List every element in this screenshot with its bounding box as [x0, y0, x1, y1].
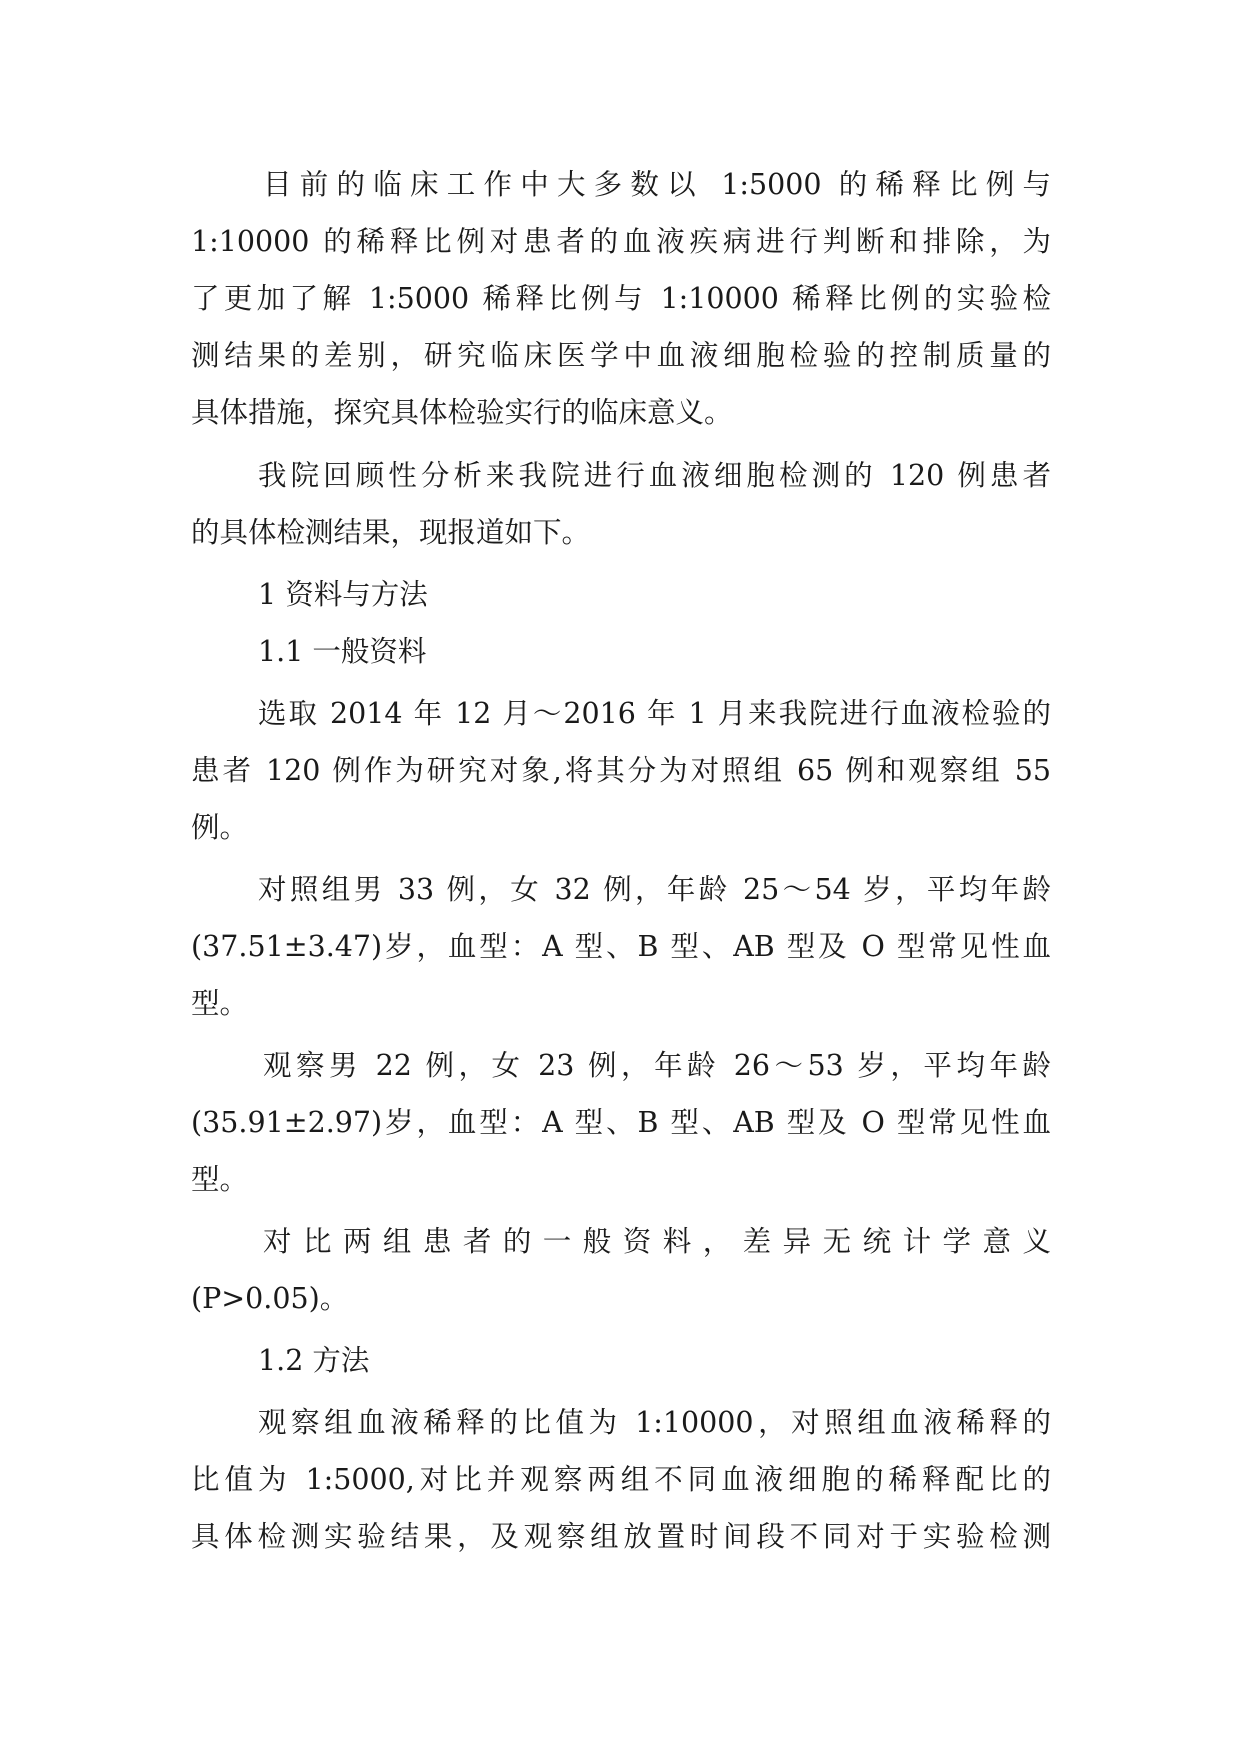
- paragraph-line: 具体检测实验结果，及观察组放置时间段不同对于实验检测: [191, 1520, 1051, 1553]
- paragraph-line: 型。: [191, 1163, 249, 1196]
- paragraph-line: 1:10000 的稀释比例对患者的血液疾病进行判断和排除，为: [191, 225, 1051, 258]
- paragraph-line: 对比两组患者的一般资料，差异无统计学意义: [263, 1225, 1051, 1258]
- section-heading: 1 资料与方法: [258, 578, 428, 611]
- paragraph-line: 观察男 22 例，女 23 例，年龄 26～53 岁，平均年龄: [263, 1049, 1051, 1082]
- subsection-heading: 1.1 一般资料: [258, 635, 427, 668]
- paragraph-line: 例。: [191, 811, 249, 844]
- paragraph-line: 对照组男 33 例，女 32 例，年龄 25～54 岁，平均年龄: [258, 873, 1051, 906]
- paragraph-line: (35.91±2.97)岁，血型：A 型、B 型、AB 型及 O 型常见性血: [191, 1106, 1051, 1139]
- paragraph-line: 目前的临床工作中大多数以 1:5000 的稀释比例与: [263, 168, 1051, 201]
- subsection-heading: 1.2 方法: [258, 1344, 370, 1377]
- paragraph-line: 我院回顾性分析来我院进行血液细胞检测的 120 例患者: [258, 459, 1051, 492]
- paragraph-line: 具体措施，探究具体检验实行的临床意义。: [191, 396, 733, 429]
- paragraph-line: 比值为 1:5000,对比并观察两组不同血液细胞的稀释配比的: [191, 1463, 1051, 1496]
- paragraph-line: 型。: [191, 987, 249, 1020]
- paragraph-line: 的具体检测结果，现报道如下。: [191, 516, 591, 549]
- paragraph-line: 选取 2014 年 12 月～2016 年 1 月来我院进行血液检验的: [258, 697, 1051, 730]
- paragraph-line: (P>0.05)。: [191, 1282, 349, 1315]
- paragraph-line: (37.51±3.47)岁，血型：A 型、B 型、AB 型及 O 型常见性血: [191, 930, 1051, 963]
- paragraph-line: 测结果的差别，研究临床医学中血液细胞检验的控制质量的: [191, 339, 1051, 372]
- paragraph-line: 患者 120 例作为研究对象,将其分为对照组 65 例和观察组 55: [191, 754, 1051, 787]
- paragraph-line: 了更加了解 1:5000 稀释比例与 1:10000 稀释比例的实验检: [191, 282, 1051, 315]
- paragraph-line: 观察组血液稀释的比值为 1:10000，对照组血液稀释的: [258, 1406, 1051, 1439]
